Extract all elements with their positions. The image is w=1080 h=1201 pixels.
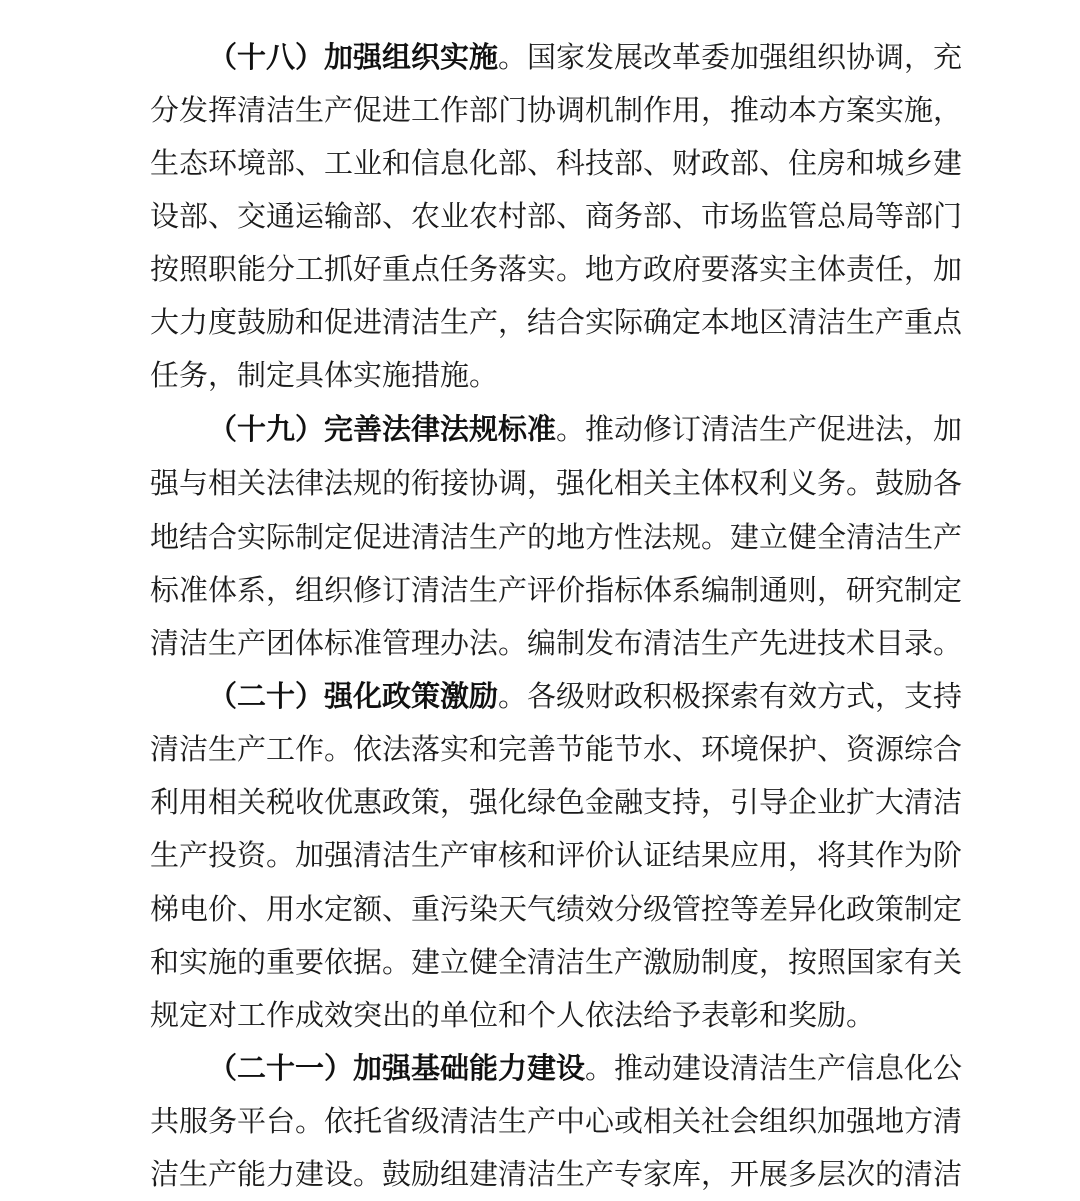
paragraph-line: 和实施的重要依据。建立健全清洁生产激励制度，按照国家有关 (150, 945, 963, 979)
section-text: 。推动修订清洁生产促进法，加 (556, 412, 963, 446)
paragraph-line: 分发挥清洁生产促进工作部门协调机制作用，推动本方案实施， (150, 93, 963, 127)
section-text: 。各级财政积极探索有效方式，支持 (498, 679, 963, 713)
paragraph-line: 洁生产能力建设。鼓励组建清洁生产专家库，开展多层次的清洁 (150, 1157, 963, 1191)
paragraph-line: 梯电价、用水定额、重污染天气绩效分级管控等差异化政策制定 (150, 892, 963, 926)
section-text: 。国家发展改革委加强组织协调，充 (498, 40, 963, 74)
paragraph-line: 生产投资。加强清洁生产审核和评价认证结果应用，将其作为阶 (150, 838, 963, 872)
paragraph-line: 清洁生产团体标准管理办法。编制发布清洁生产先进技术目录。 (150, 626, 963, 660)
paragraph-line (208, 669, 963, 723)
paragraph-line: 大力度鼓励和促进清洁生产，结合实际确定本地区清洁生产重点 (150, 305, 963, 339)
paragraph-line: 共服务平台。依托省级清洁生产中心或相关社会组织加强地方清 (150, 1104, 963, 1138)
paragraph-line: 利用相关税收优惠政策，强化绿色金融支持，引导企业扩大清洁 (150, 785, 963, 819)
paragraph-line (208, 30, 963, 84)
section-heading: （十九）完善法律法规标准 (208, 412, 557, 446)
paragraph-line: 按照职能分工抓好重点任务落实。地方政府要落实主体责任，加 (150, 252, 963, 286)
paragraph-line: 标准体系，组织修订清洁生产评价指标体系编制通则，研究制定 (150, 573, 963, 607)
paragraph-line: 任务，制定具体实施措施。 (150, 358, 499, 392)
paragraph-line (208, 402, 963, 456)
section-heading: （十八）加强组织实施 (208, 40, 499, 74)
section-heading: （二十）强化政策激励 (208, 679, 499, 713)
paragraph-line: 生态环境部、工业和信息化部、科技部、财政部、住房和城乡建 (150, 146, 963, 180)
paragraph-line: 地结合实际制定促进清洁生产的地方性法规。建立健全清洁生产 (150, 520, 963, 554)
paragraph-line: 强与相关法律法规的衔接协调，强化相关主体权利义务。鼓励各 (150, 466, 963, 500)
paragraph-line: 设部、交通运输部、农业农村部、商务部、市场监管总局等部门 (150, 199, 963, 233)
paragraph-line: 清洁生产工作。依法落实和完善节能节水、环境保护、资源综合 (150, 732, 963, 766)
paragraph-line: 规定对工作成效突出的单位和个人依法给予表彰和奖励。 (150, 998, 876, 1032)
section-text: 。推动建设清洁生产信息化公 (585, 1051, 963, 1085)
paragraph-line (208, 1041, 963, 1095)
section-heading: （二十一）加强基础能力建设 (208, 1051, 586, 1085)
